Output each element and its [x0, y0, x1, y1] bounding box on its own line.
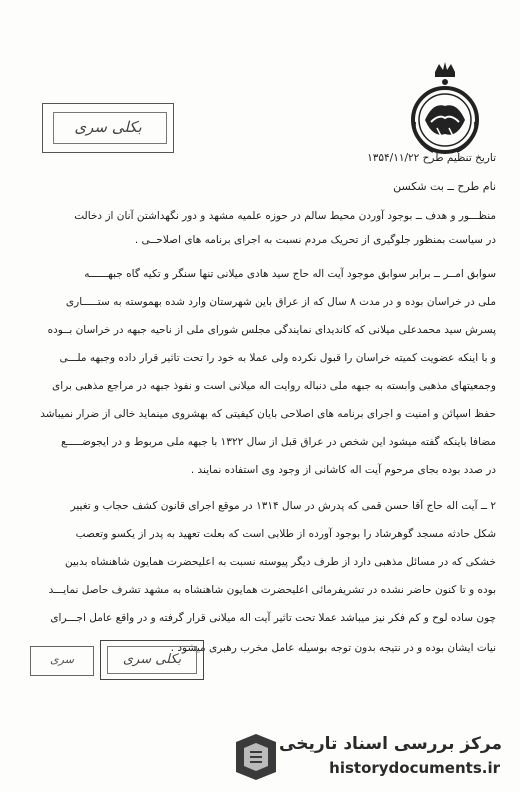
- body-line: و با اینکه عضویت کمیته خراسان را قبول نکرده ولی عملا به خود را تحت تاثیر قرار داده وجبهه ملـــی: [59, 352, 496, 364]
- body-line: پسرش سید محمدعلی میلانی که کاندیدای نمایندگی مجلس شورای ملی از ناحیه جبهه در خراسان بــوده: [47, 324, 496, 336]
- body-line: سوابق امــر ــ برابر سوابق موجود آیت اله حاج سید هادی میلانی تنها سنگر و تکیه گاه جبهــــــه: [84, 268, 496, 280]
- body-line: چون ساده لوح و کم فکر نیز میباشد عملا تحت تاثیر آیت اله میلانی قرار گرفته و در واقع عامل اجـــرای: [50, 612, 496, 624]
- bottom-stamp-large-text: بکلی سری: [122, 652, 182, 667]
- body-line: وجمعیتهای مذهبی وابسته به جبهه ملی دنباله روایت اله میلانی است و نفوذ جبهه در مراجع مذهبی برای: [52, 380, 496, 392]
- body-line: شکل حادثه مسجد گوهرشاد را بوجود آورده از طلابی است که بعلت تعهید به پدر از یکسو وتعصب: [75, 528, 496, 540]
- classification-stamp-text: بکلی سری: [74, 118, 142, 136]
- watermark-title: مرکز بررسی اسناد تاریخی: [279, 734, 502, 754]
- bottom-stamp-large: [100, 640, 204, 680]
- body-line: نیات ایشان بوده و در نتیجه بدون توجه بوسیله عامل مخرب رهبری میشود .: [170, 642, 496, 654]
- body-line: ۲ ــ آیت اله حاج آقا حسن قمی که پدرش در سال ۱۳۱۴ در موقع اجرای قانون کشف حجاب و تغییر: [70, 500, 496, 512]
- archive-logo-icon: [232, 732, 280, 782]
- body-line: در سیاست بمنظور جلوگیری از تحریک مردم نسبت به اجرای برنامه های اصلاحــی .: [134, 234, 496, 246]
- body-line: در صدد بوده بجای مرحوم آیت اله کاشانی از وجود وی استفاده نمایند .: [190, 464, 496, 476]
- body-line: حفظ اسپائن و امنیت و اجرای برنامه های اصلاحی بایان کیفیتی که بهشروی مینماید خالی از ضرار نمیباشد: [40, 408, 496, 420]
- body-line: خشکی که در مسائل مذهبی دارد از طرف دیگر پیوسته نسبت به اعلیحضرت همایون شاهنشاه بدبین: [64, 556, 496, 568]
- date-line: تاریخ تنظیم طرح ۱۳۵۴/۱۱/۲۲: [367, 152, 496, 164]
- archive-watermark: [232, 732, 502, 782]
- body-line: ملی در خراسان بوده و در مدت ۸ سال که از عراق باین شهرستان وارد شده بهموسته به ستـــــاری: [65, 296, 496, 308]
- bottom-stamp-small-text: سری: [50, 653, 74, 666]
- body-line: منظـــور و هدف ــ بوجود آوردن محیط سالم در حوزه علمیه مشهد و دور نگهداشتن آنان از دخالت: [74, 210, 496, 222]
- classification-stamp: [42, 103, 174, 153]
- lion-and-sun-emblem-icon: [405, 62, 485, 158]
- plan-title-line: نام طرح ــ بت شکسن: [393, 180, 496, 193]
- bottom-stamp-small: [30, 646, 94, 676]
- body-line: مضافا باینکه گفته میشود این شخص در عراق قبل از سال ۱۳۲۲ با جبهه ملی مربوط و در ایجوضـــــع: [60, 436, 496, 448]
- body-line: بوده و تا کنون حاضر نشده در تشریفرمائی اعلیحضرت همایون شاهنشاه به مشهد تشرف حاصل نمایـــد: [48, 584, 496, 596]
- watermark-url: historydocuments.ir: [329, 759, 500, 777]
